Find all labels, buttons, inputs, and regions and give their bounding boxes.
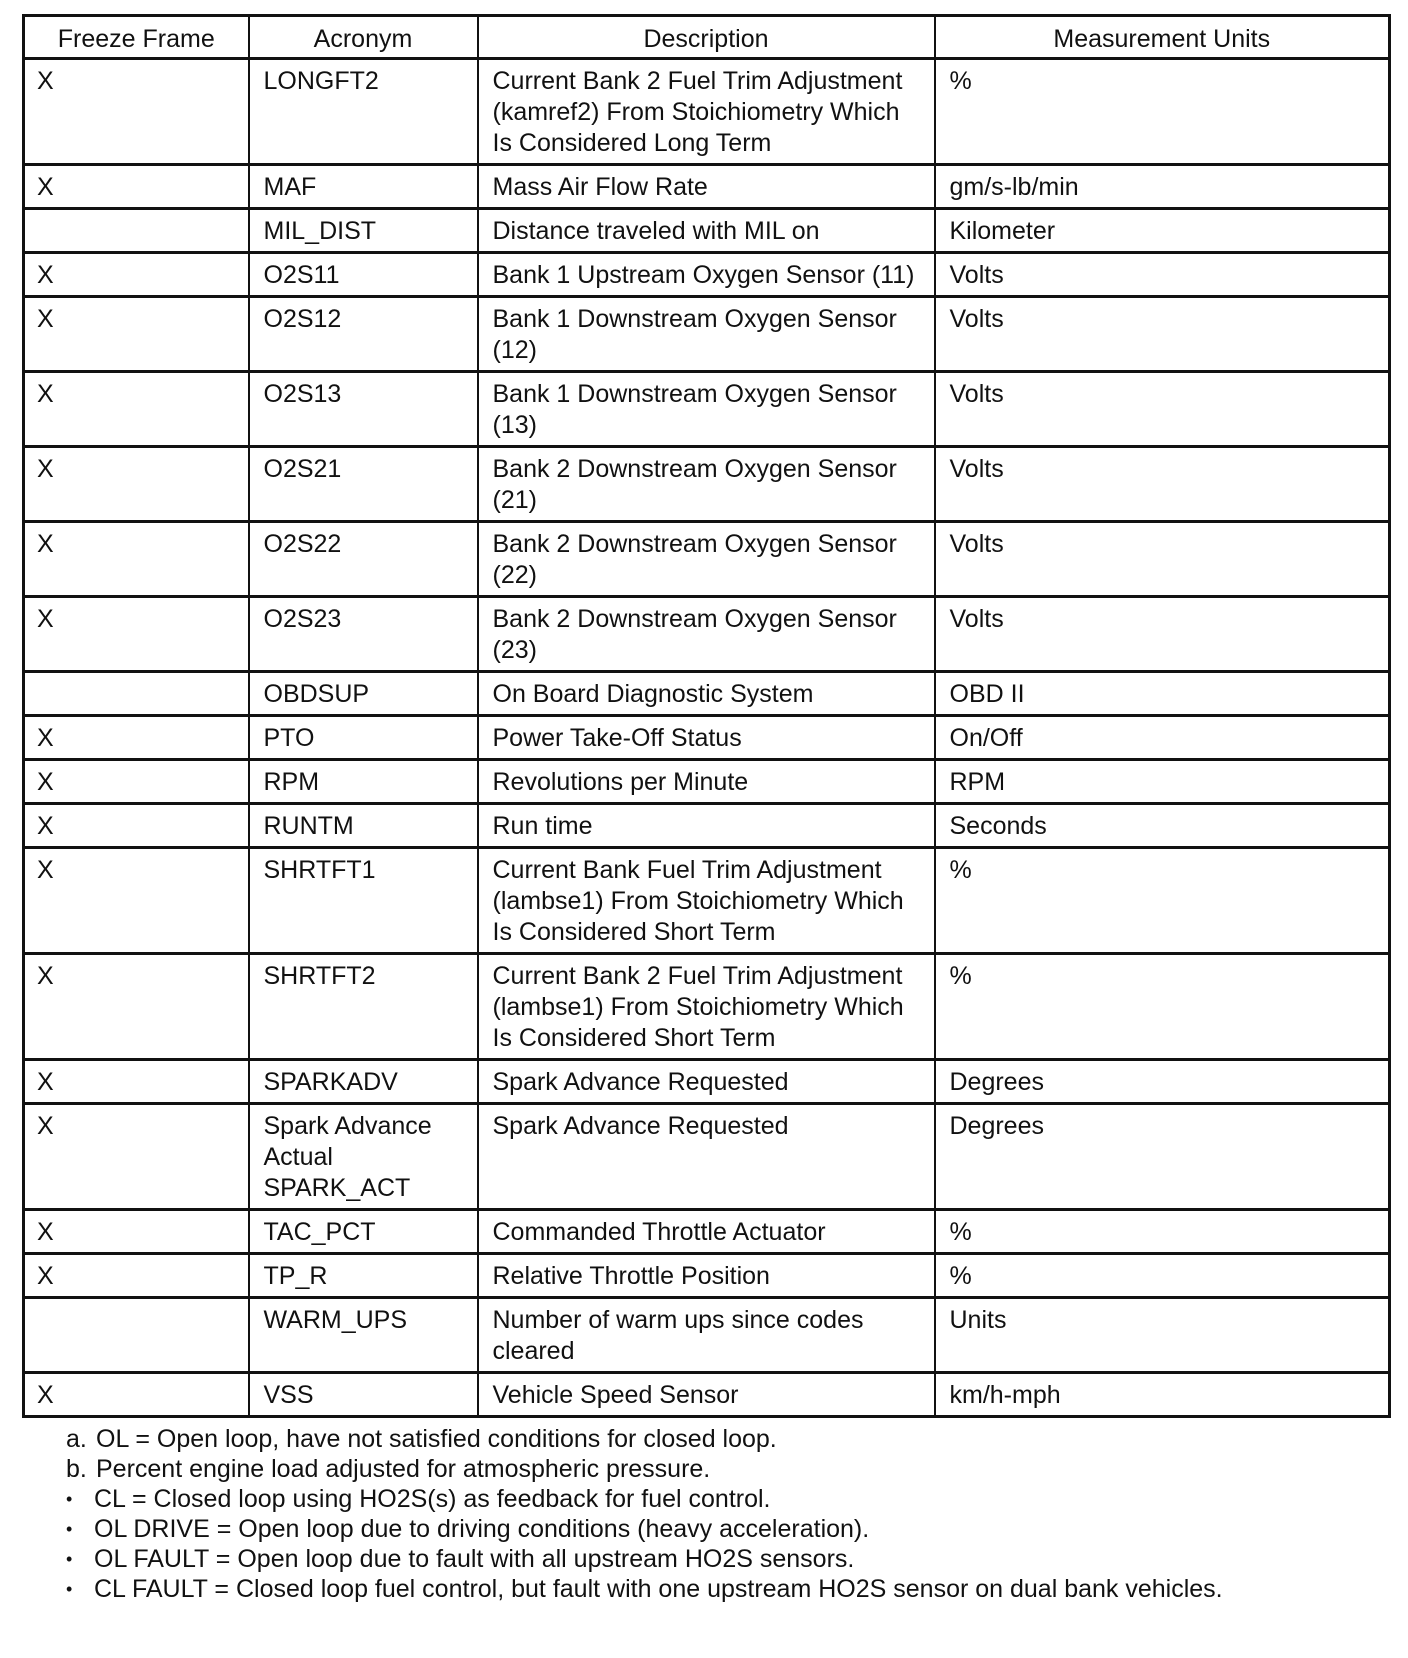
units-cell: % <box>935 848 1390 954</box>
description-cell: Bank 2 Downstream Oxygen Sensor (22) <box>478 522 935 597</box>
acronym-cell: O2S23 <box>249 597 478 672</box>
bullet-icon: • <box>66 1549 73 1569</box>
units-cell: Volts <box>935 297 1390 372</box>
freeze-frame-cell: X <box>24 1210 249 1254</box>
table-row <box>24 447 1390 522</box>
description-cell: Bank 1 Upstream Oxygen Sensor (11) <box>478 253 935 297</box>
freeze-frame-cell <box>24 209 249 253</box>
freeze-frame-cell: X <box>24 1254 249 1298</box>
freeze-frame-cell <box>24 672 249 716</box>
table-row <box>24 1298 1390 1373</box>
document-page <box>22 14 1388 1604</box>
acronym-cell: TP_R <box>249 1254 478 1298</box>
description-cell: Relative Throttle Position <box>478 1254 935 1298</box>
acronym-cell: RUNTM <box>249 804 478 848</box>
acronym-cell: O2S22 <box>249 522 478 597</box>
table-row <box>24 954 1390 1060</box>
table-row <box>24 1104 1390 1210</box>
table-row <box>24 209 1390 253</box>
freeze-frame-cell <box>24 1298 249 1373</box>
acronym-cell: SHRTFT2 <box>249 954 478 1060</box>
acronym-cell: O2S13 <box>249 372 478 447</box>
units-cell: % <box>935 954 1390 1060</box>
units-cell: gm/s-lb/min <box>935 165 1390 209</box>
table-row <box>24 297 1390 372</box>
header-acronym: Acronym <box>249 16 478 59</box>
acronym-cell: SHRTFT1 <box>249 848 478 954</box>
footnote-item <box>66 1544 1388 1574</box>
table-row <box>24 804 1390 848</box>
acronym-cell: O2S21 <box>249 447 478 522</box>
acronym-cell: OBDSUP <box>249 672 478 716</box>
table-row <box>24 59 1390 165</box>
acronym-cell: RPM <box>249 760 478 804</box>
bullet-icon: • <box>66 1579 73 1599</box>
units-cell: RPM <box>935 760 1390 804</box>
footnote-item <box>66 1574 1388 1604</box>
bullet-icon: • <box>66 1489 73 1509</box>
description-cell: Vehicle Speed Sensor <box>478 1373 935 1417</box>
acronym-cell: TAC_PCT <box>249 1210 478 1254</box>
acronym-cell: O2S12 <box>249 297 478 372</box>
description-cell: Mass Air Flow Rate <box>478 165 935 209</box>
units-cell: Volts <box>935 253 1390 297</box>
acronym-cell: VSS <box>249 1373 478 1417</box>
units-cell: km/h-mph <box>935 1373 1390 1417</box>
table-row <box>24 522 1390 597</box>
units-cell: OBD II <box>935 672 1390 716</box>
units-cell: On/Off <box>935 716 1390 760</box>
description-cell: Revolutions per Minute <box>478 760 935 804</box>
acronym-cell: Spark Advance Actual SPARK_ACT <box>249 1104 478 1210</box>
freeze-frame-cell: X <box>24 760 249 804</box>
units-cell: Volts <box>935 447 1390 522</box>
pid-table <box>22 14 1391 1418</box>
freeze-frame-cell: X <box>24 954 249 1060</box>
description-cell: Spark Advance Requested <box>478 1104 935 1210</box>
table-row <box>24 253 1390 297</box>
description-cell: Current Bank 2 Fuel Trim Adjustment (kamref2) From Stoichiometry Which Is Considered Long Term <box>478 59 935 165</box>
table-body <box>24 59 1390 1417</box>
description-cell: On Board Diagnostic System <box>478 672 935 716</box>
freeze-frame-cell: X <box>24 1060 249 1104</box>
footnotes <box>22 1424 1388 1604</box>
table-row <box>24 1373 1390 1417</box>
units-cell: % <box>935 59 1390 165</box>
table-row <box>24 372 1390 447</box>
acronym-cell: SPARKADV <box>249 1060 478 1104</box>
freeze-frame-cell: X <box>24 848 249 954</box>
acronym-cell: MAF <box>249 165 478 209</box>
units-cell: Kilometer <box>935 209 1390 253</box>
acronym-cell: WARM_UPS <box>249 1298 478 1373</box>
description-cell: Commanded Throttle Actuator <box>478 1210 935 1254</box>
footnote-text: OL FAULT = Open loop due to fault with all upstream HO2S sensors. <box>94 1545 855 1573</box>
table-row <box>24 1210 1390 1254</box>
bullet-icon: • <box>66 1519 73 1539</box>
description-cell: Bank 1 Downstream Oxygen Sensor (12) <box>478 297 935 372</box>
acronym-cell: PTO <box>249 716 478 760</box>
description-cell: Bank 2 Downstream Oxygen Sensor (23) <box>478 597 935 672</box>
units-cell: Degrees <box>935 1104 1390 1210</box>
freeze-frame-cell: X <box>24 447 249 522</box>
header-measurement-units: Measurement Units <box>935 16 1390 59</box>
table-row <box>24 597 1390 672</box>
table-row <box>24 760 1390 804</box>
footnote-marker: a. <box>66 1425 87 1453</box>
description-cell: Spark Advance Requested <box>478 1060 935 1104</box>
footnote-item <box>66 1514 1388 1544</box>
footnote-item <box>66 1484 1388 1514</box>
freeze-frame-cell: X <box>24 253 249 297</box>
description-cell: Current Bank 2 Fuel Trim Adjustment (lambse1) From Stoichiometry Which Is Considered Short Term <box>478 954 935 1060</box>
footnote-text: OL DRIVE = Open loop due to driving conditions (heavy acceleration). <box>94 1515 870 1543</box>
table-row <box>24 672 1390 716</box>
freeze-frame-cell: X <box>24 522 249 597</box>
freeze-frame-cell: X <box>24 804 249 848</box>
units-cell: Seconds <box>935 804 1390 848</box>
units-cell: Volts <box>935 597 1390 672</box>
footnote-text: OL = Open loop, have not satisfied conditions for closed loop. <box>96 1425 777 1453</box>
acronym-cell: MIL_DIST <box>249 209 478 253</box>
table-row <box>24 848 1390 954</box>
footnote-text: CL FAULT = Closed loop fuel control, but fault with one upstream HO2S sensor on dual bank vehicles. <box>94 1575 1223 1603</box>
table-header-row <box>24 16 1390 59</box>
freeze-frame-cell: X <box>24 597 249 672</box>
description-cell: Distance traveled with MIL on <box>478 209 935 253</box>
header-freeze-frame: Freeze Frame <box>24 16 249 59</box>
table-row <box>24 165 1390 209</box>
units-cell: % <box>935 1254 1390 1298</box>
description-cell: Number of warm ups since codes cleared <box>478 1298 935 1373</box>
acronym-cell: O2S11 <box>249 253 478 297</box>
footnote-item <box>66 1424 1388 1454</box>
table-row <box>24 1254 1390 1298</box>
footnote-marker: b. <box>66 1455 87 1483</box>
footnote-text: CL = Closed loop using HO2S(s) as feedback for fuel control. <box>94 1485 771 1513</box>
units-cell: Degrees <box>935 1060 1390 1104</box>
freeze-frame-cell: X <box>24 1104 249 1210</box>
freeze-frame-cell: X <box>24 1373 249 1417</box>
units-cell: Units <box>935 1298 1390 1373</box>
freeze-frame-cell: X <box>24 165 249 209</box>
description-cell: Current Bank Fuel Trim Adjustment (lambse1) From Stoichiometry Which Is Considered Short Term <box>478 848 935 954</box>
footnote-text: Percent engine load adjusted for atmospheric pressure. <box>96 1455 711 1483</box>
description-cell: Power Take-Off Status <box>478 716 935 760</box>
description-cell: Run time <box>478 804 935 848</box>
description-cell: Bank 1 Downstream Oxygen Sensor (13) <box>478 372 935 447</box>
units-cell: Volts <box>935 372 1390 447</box>
freeze-frame-cell: X <box>24 59 249 165</box>
units-cell: % <box>935 1210 1390 1254</box>
units-cell: Volts <box>935 522 1390 597</box>
description-cell: Bank 2 Downstream Oxygen Sensor (21) <box>478 447 935 522</box>
freeze-frame-cell: X <box>24 716 249 760</box>
freeze-frame-cell: X <box>24 297 249 372</box>
freeze-frame-cell: X <box>24 372 249 447</box>
table-row <box>24 716 1390 760</box>
footnote-item <box>66 1454 1388 1484</box>
table-row <box>24 1060 1390 1104</box>
acronym-cell: LONGFT2 <box>249 59 478 165</box>
header-description: Description <box>478 16 935 59</box>
